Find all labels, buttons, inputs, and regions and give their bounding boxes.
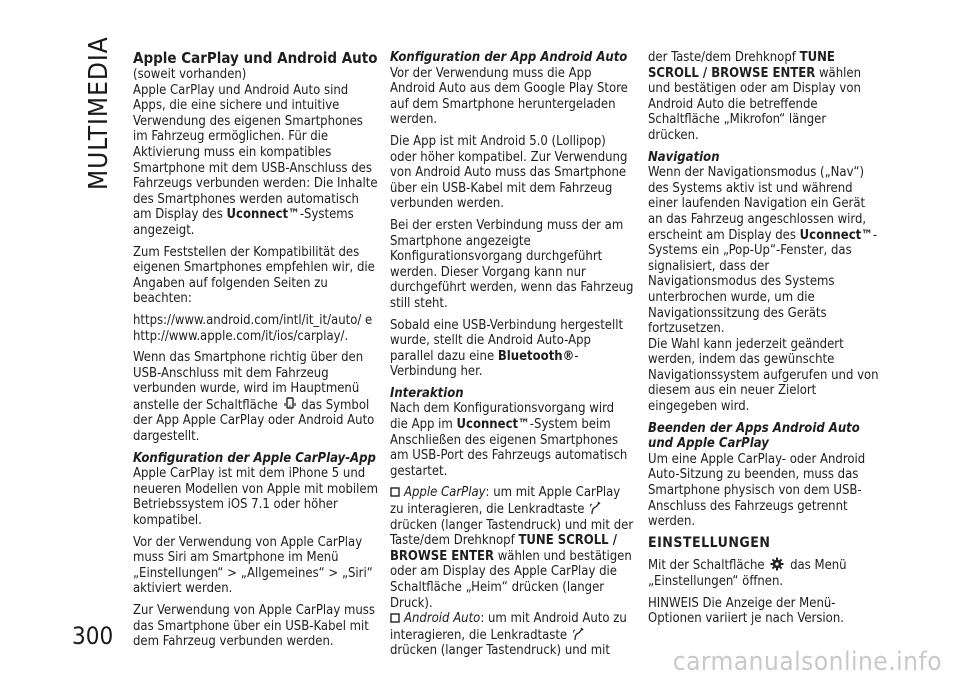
paragraph: Vor der Verwendung muss die App Android Auto aus dem Google Play Store auf dem Smartphone heruntergeladen werden. (390, 65, 628, 128)
side-title-text: MULTIMEDIA (84, 36, 114, 190)
paragraph: Zur Verwendung von Apple CarPlay muss das Smartphone über ein USB-Kabel mit dem Fahrzeug verbunden werden. (133, 603, 375, 650)
paragraph: Apple CarPlay ist mit dem iPhone 5 und neueren Modellen von Apple mit mobilem Betriebssystem iOS 7.1 oder höher kompatibel. (133, 466, 378, 529)
bullet-carplay: Apple CarPlay: um mit Apple CarPlay zu interagieren, die Lenkradtaste drücken (langer Tastendruck) und mit der Taste/dem Drehknopf TUNE SCROLL / BROWSE ENTER wählen und bestätigen oder am Display des Apple CarPlay die Schaltfläche „Heim“ drücken (langer Druck). (390, 485, 634, 611)
brand-term: Uconnect™ (226, 207, 300, 223)
subheading-interaction: Interaktion (390, 385, 464, 401)
paragraph: Nach dem Konfigurationsvorgang wird die App im Uconnect™-System beim Anschließen des eigenen Smartphones am USB-Port des Fahrzeugs automatisch gestartet. (390, 401, 628, 479)
paragraph: (soweit vorhanden) (133, 67, 247, 82)
subheading-android-config: Konfiguration der App Android Auto (390, 50, 628, 65)
note-paragraph: HINWEIS Die Anzeige der Menü-Optionen variiert je nach Version. (648, 595, 844, 627)
paragraph: Bei der ersten Verbindung muss der am Smartphone angezeigte Konfigurationsvorgang durchgeführt werden. Dieser Vorgang kann nur durchgeführt werden, wenn das Fahrzeug still steht. (390, 217, 634, 311)
paragraph-urls: https://www.android.com/intl/it_it/auto/ e http://www.apple.com/it/ios/carplay/. (133, 312, 373, 344)
subheading-navigation: Navigation (648, 149, 720, 165)
voice-command-icon (590, 501, 602, 515)
brand-term: Uconnect™ (799, 227, 873, 243)
phone-icon (284, 397, 296, 411)
column-1 (133, 50, 381, 656)
watermark: carmanualsonline.info (672, 647, 942, 677)
section-heading-settings: EINSTELLUNGEN (648, 534, 771, 551)
paragraph: Mit der Schaltfläche das Menü „Einstellungen“ öffnen. (648, 558, 847, 589)
bullet-square-icon (390, 487, 400, 497)
paragraph: Sobald eine USB-Verbindung hergestellt wurde, stellt die Android Auto-App parallel dazu eine Bluetooth®-Verbindung her. (390, 317, 624, 380)
paragraph: der Taste/dem Drehknopf TUNE SCROLL / BROWSE ENTER wählen und bestätigen oder am Display von Android Auto die betreffende Schaltfläche „Mikrofon“ länger drücken. (648, 50, 862, 143)
paragraph: Zum Feststellen der Kompatibilität des eigenen Smartphones empfehlen wir, die Angaben auf folgenden Seiten zu beachten: (133, 244, 375, 307)
brand-term: Bluetooth® (497, 348, 575, 364)
page-number: 300 (72, 622, 114, 650)
paragraph: Wenn das Smartphone richtig über den USB-Anschluss mit dem Fahrzeug verbunden wurde, wird im Hauptmenü anstelle der Schaltfläche das Symbol der App Apple CarPlay oder Android Auto dargestellt. (133, 350, 375, 445)
paragraph: Apple CarPlay und Android Auto sind Apps, die eine sichere und intuitive Verwendung des eigenen Smartphones im Fahrzeug ermöglichen. Für die Aktivierung muss ein kompatibles Smartphone mit dem USB-Anschluss des Fahrzeugs verbunden werden: Die Inhalte des Smartphones werden automatisch am Display des Uconnect™-Systems angezeigt. (133, 82, 378, 238)
column-2 (390, 50, 634, 659)
brand-term: Uconnect™ (456, 417, 530, 433)
bullet-android: Android Auto: um mit Android Auto zu interagieren, die Lenkradtaste drücken (langer Tastendruck) und mit (390, 611, 627, 659)
gear-icon (770, 557, 784, 571)
section-heading-carplay: Apple CarPlay und Android Auto (133, 49, 378, 67)
paragraph: Die App ist mit Android 5.0 (Lollipop) oder höher kompatibel. Zur Verwendung von Android Auto muss das Smartphone über ein USB-Kabel mit dem Fahrzeug verbunden werden. (390, 133, 628, 212)
subheading-carplay-config: Konfiguration der Apple CarPlay-App (133, 450, 376, 466)
subheading-end-apps: Beenden der Apps Android Auto und Apple CarPlay (648, 420, 860, 452)
voice-command-icon (573, 627, 585, 641)
section-side-title (84, 36, 114, 190)
paragraph: Die Wahl kann jederzeit geändert werden, indem das gewünschte Navigationssystem aufgerufen und von diesem aus ein neuer Zielort eingegeben wird. (648, 336, 879, 415)
paragraph: Um eine Apple CarPlay- oder Android Auto-Sitzung zu beenden, muss das Smartphone physisch von dem USB-Anschluss des Fahrzeugs getrennt werden. (648, 451, 866, 530)
paragraph: Vor der Verwendung von Apple CarPlay muss Siri am Smartphone im Menü „Einstellungen“ > „Allgemeines“ > „Siri“ aktiviert werden. (133, 534, 373, 597)
bullet-square-icon (390, 613, 400, 623)
paragraph: Wenn der Navigationsmodus („Nav“) des Systems aktiv ist und während einer laufenden Navigation ein Gerät an das Fahrzeug angeschlossen wird, erscheint am Display des Uconnect™-Systems ein „Pop-Up“-Fenster, das signalisiert, dass der Navigationsmodus des Systems unterbrochen wurde, um die Navigationssitzung des Geräts fortzusetzen. (648, 165, 878, 337)
column-3 (648, 50, 880, 633)
